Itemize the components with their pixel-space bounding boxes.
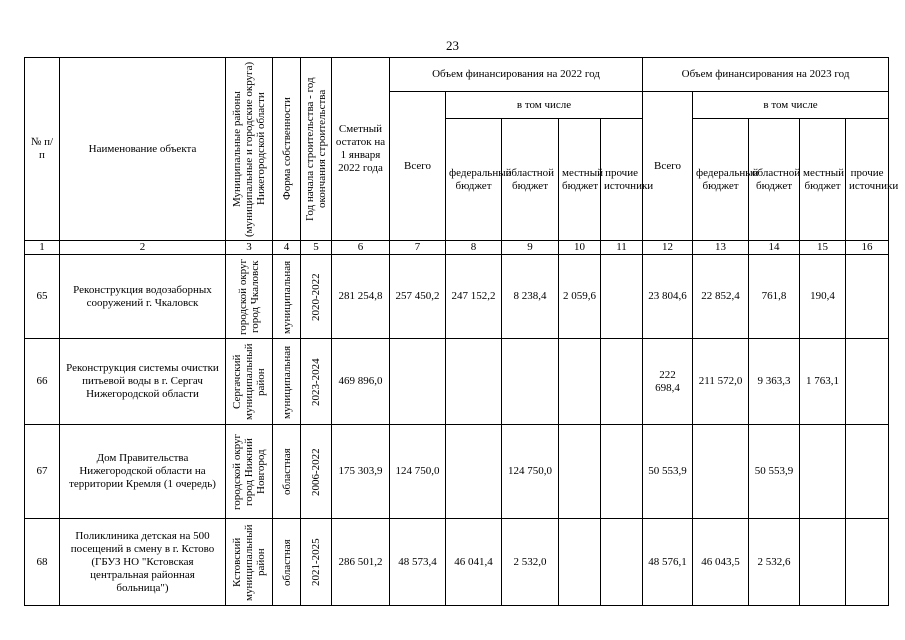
header-federal-2023: федеральный бюджет: [693, 119, 749, 241]
header-federal-2022: федеральный бюджет: [446, 119, 502, 241]
other-2022: [601, 255, 643, 339]
balance: 469 896,0: [332, 339, 390, 425]
regional-2022: 8 238,4: [502, 255, 559, 339]
object-name: Реконструкция системы очистки питьевой воды в г. Сергач Нижегородской области: [60, 339, 226, 425]
table-row: [25, 255, 889, 339]
header-balance: Сметный остаток на 1 января 2022 года: [332, 58, 390, 241]
total-2023: 23 804,6: [643, 255, 693, 339]
regional-2023: 9 363,3: [749, 339, 800, 425]
header-local-2022: местный бюджет: [559, 119, 601, 241]
object-name: Дом Правительства Нижегородской области на территории Кремля (1 очередь): [60, 425, 226, 519]
years: 2023-2024: [301, 339, 332, 425]
years: 2020-2022: [301, 255, 332, 339]
other-2023: [846, 425, 889, 519]
federal-2023: 46 043,5: [693, 519, 749, 606]
total-2022: 257 450,2: [390, 255, 446, 339]
balance: 286 501,2: [332, 519, 390, 606]
federal-2022: 247 152,2: [446, 255, 502, 339]
federal-2023: 211 572,0: [693, 339, 749, 425]
total-2022: 48 573,4: [390, 519, 446, 606]
column-number: 15: [800, 241, 846, 255]
ownership: муниципальная: [273, 255, 301, 339]
column-number: 3: [226, 241, 273, 255]
column-number: 6: [332, 241, 390, 255]
header-regional-2023: областной бюджет: [749, 119, 800, 241]
header-district: Муниципальные районы (муниципальные и городские округа) Нижегородской области: [226, 58, 273, 241]
column-number: 11: [601, 241, 643, 255]
header-no: № п/п: [25, 58, 60, 241]
header-total-2023: Всего: [643, 92, 693, 241]
header-incl-2022: в том числе: [446, 92, 643, 119]
regional-2023: 50 553,9: [749, 425, 800, 519]
local-2023: [800, 519, 846, 606]
table-row: [25, 339, 889, 425]
object-name: Реконструкция водозаборных сооружений г. Чкаловск: [60, 255, 226, 339]
header-name: Наименование объекта: [60, 58, 226, 241]
header-ownership: Форма собственности: [273, 58, 301, 241]
column-number: 12: [643, 241, 693, 255]
header-total-2022: Всего: [390, 92, 446, 241]
federal-2023: 22 852,4: [693, 255, 749, 339]
column-number: 16: [846, 241, 889, 255]
financing-table: [24, 57, 899, 606]
other-2023: [846, 255, 889, 339]
total-2023: 50 553,9: [643, 425, 693, 519]
local-2022: [559, 519, 601, 606]
header-incl-2023: в том числе: [693, 92, 889, 119]
header-other-2023: прочие источники: [846, 119, 889, 241]
ownership: областная: [273, 425, 301, 519]
header-group-2023: Объем финансирования на 2023 год: [643, 58, 889, 92]
balance: 281 254,8: [332, 255, 390, 339]
years: 2006-2022: [301, 425, 332, 519]
other-2023: [846, 519, 889, 606]
regional-2022: 2 532,0: [502, 519, 559, 606]
ownership: областная: [273, 519, 301, 606]
page-number: 23: [446, 38, 459, 53]
column-number: 13: [693, 241, 749, 255]
column-number: 14: [749, 241, 800, 255]
regional-2023: 761,8: [749, 255, 800, 339]
regional-2022: [502, 339, 559, 425]
ownership: муниципальная: [273, 339, 301, 425]
column-number: 1: [25, 241, 60, 255]
header-group-2022: Объем финансирования на 2022 год: [390, 58, 643, 92]
table-row: [25, 425, 889, 519]
column-number-row: [25, 241, 889, 255]
header-years: Год начала строительства - год окончания строительства: [301, 58, 332, 241]
years: 2021-2025: [301, 519, 332, 606]
total-2022: [390, 339, 446, 425]
balance: 175 303,9: [332, 425, 390, 519]
row-no: 66: [25, 339, 60, 425]
district: Кстовский муниципальный район: [226, 519, 273, 606]
header-other-2022: прочие источники: [601, 119, 643, 241]
local-2023: 190,4: [800, 255, 846, 339]
total-2022: 124 750,0: [390, 425, 446, 519]
local-2022: [559, 425, 601, 519]
federal-2022: [446, 425, 502, 519]
column-number: 9: [502, 241, 559, 255]
total-2023: 48 576,1: [643, 519, 693, 606]
federal-2022: 46 041,4: [446, 519, 502, 606]
object-name: Поликлиника детская на 500 посещений в смену в г. Кстово (ГБУЗ НО "Кстовская центральная районная больница"): [60, 519, 226, 606]
district: Сергачский муниципальный район: [226, 339, 273, 425]
column-number: 4: [273, 241, 301, 255]
row-no: 67: [25, 425, 60, 519]
row-no: 65: [25, 255, 60, 339]
local-2022: 2 059,6: [559, 255, 601, 339]
other-2022: [601, 519, 643, 606]
table-row: [25, 519, 889, 606]
column-number: 5: [301, 241, 332, 255]
column-number: 7: [390, 241, 446, 255]
federal-2023: [693, 425, 749, 519]
local-2023: 1 763,1: [800, 339, 846, 425]
header-local-2023: местный бюджет: [800, 119, 846, 241]
row-no: 68: [25, 519, 60, 606]
header-regional-2022: областной бюджет: [502, 119, 559, 241]
local-2023: [800, 425, 846, 519]
other-2023: [846, 339, 889, 425]
total-2023: 222 698,4: [643, 339, 693, 425]
column-number: 8: [446, 241, 502, 255]
column-number: 2: [60, 241, 226, 255]
district: городской округ город Чкаловск: [226, 255, 273, 339]
other-2022: [601, 339, 643, 425]
other-2022: [601, 425, 643, 519]
column-number: 10: [559, 241, 601, 255]
federal-2022: [446, 339, 502, 425]
local-2022: [559, 339, 601, 425]
district: городской округ город Нижний Новгород: [226, 425, 273, 519]
regional-2023: 2 532,6: [749, 519, 800, 606]
regional-2022: 124 750,0: [502, 425, 559, 519]
